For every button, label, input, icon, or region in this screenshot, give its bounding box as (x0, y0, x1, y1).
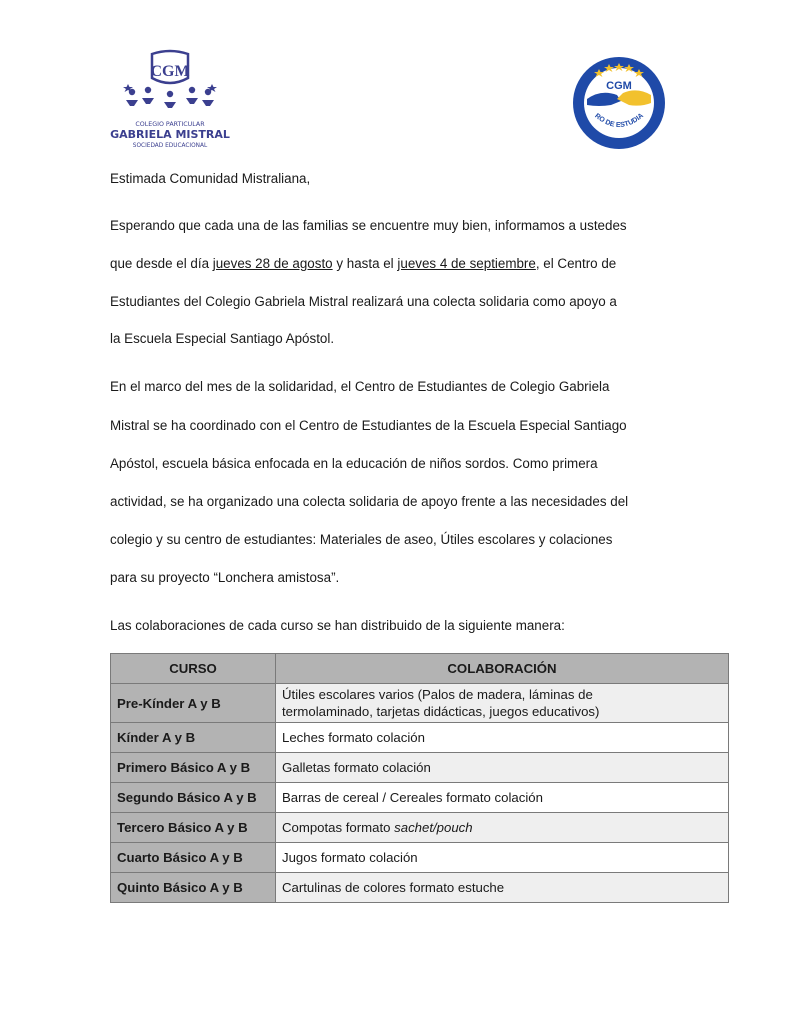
collab-cell: Útiles escolares varios (Palos de madera, láminas de termolaminado, tarjetas didácticas, juegos educativos) (276, 684, 729, 723)
school-logo-line3: SOCIEDAD EDUCACIONAL (132, 143, 208, 149)
student-center-monogram: CGM (606, 80, 632, 92)
course-cell: Tercero Básico A y B (111, 813, 276, 843)
course-cell: Segundo Básico A y B (111, 783, 276, 813)
salutation: Estimada Comunidad Mistraliana, (110, 171, 311, 186)
student-center-logo (571, 55, 667, 151)
school-logo-monogram: CGM (150, 63, 190, 80)
table-row (111, 813, 729, 843)
school-logo-line2: GABRIELA MISTRAL (110, 128, 230, 141)
table-row (111, 753, 729, 783)
p1-line2: que desde el día jueves 28 de agosto y hasta el jueves 4 de septiembre, el Centro de (110, 256, 617, 271)
p2-line3: Apóstol, escuela básica enfocada en la educación de niños sordos. Como primera (110, 456, 598, 471)
school-logo (110, 48, 230, 152)
table-row (111, 684, 729, 723)
course-cell: Primero Básico A y B (111, 753, 276, 783)
p2-line4: actividad, se ha organizado una colecta solidaria de apoyo frente a las necesidades del (110, 494, 629, 509)
student-center-ring-text: RO DE ESTUDIA (593, 112, 645, 130)
collaboration-table (110, 653, 729, 903)
collab-cell: Galletas formato colación (276, 753, 729, 783)
collab-cell: Cartulinas de colores formato estuche (276, 873, 729, 903)
collab-cell: Barras de cereal / Cereales formato colación (276, 783, 729, 813)
collab-cell: Leches formato colación (276, 723, 729, 753)
table-intro: Las colaboraciones de cada curso se han distribuido de la siguiente manera: (110, 618, 565, 633)
header-course: CURSO (111, 654, 276, 684)
table-row (111, 723, 729, 753)
p1-line1: Esperando que cada una de las familias se encuentre muy bien, informamos a ustedes (110, 218, 627, 233)
table-header-row (111, 654, 729, 684)
school-logo-line1: COLEGIO PARTICULAR (135, 121, 205, 128)
collab-cell: Jugos formato colación (276, 843, 729, 873)
p2-line6: para su proyecto “Lonchera amistosa”. (110, 570, 340, 585)
p2-line2: Mistral se ha coordinado con el Centro de Estudiantes de la Escuela Especial Santiago (110, 418, 627, 433)
course-cell: Pre-Kínder A y B (111, 684, 276, 723)
start-date: jueves 28 de agosto (212, 256, 333, 271)
table-row (111, 873, 729, 903)
p1-line3: Estudiantes del Colegio Gabriela Mistral realizará una colecta solidaria como apoyo a (110, 294, 617, 309)
table-row (111, 843, 729, 873)
header-collaboration: COLABORACIÓN (276, 654, 729, 684)
table-row (111, 783, 729, 813)
collab-cell: Compotas formato sachet/pouch (276, 813, 729, 843)
end-date: jueves 4 de septiembre (397, 256, 536, 271)
p2-line1: En el marco del mes de la solidaridad, el Centro de Estudiantes de Colegio Gabriela (110, 379, 610, 394)
p2-line5: colegio y su centro de estudiantes: Materiales de aseo, Útiles escolares y colaciones (110, 532, 613, 547)
course-cell: Cuarto Básico A y B (111, 843, 276, 873)
course-cell: Kínder A y B (111, 723, 276, 753)
course-cell: Quinto Básico A y B (111, 873, 276, 903)
p1-line4: la Escuela Especial Santiago Apóstol. (110, 331, 335, 346)
